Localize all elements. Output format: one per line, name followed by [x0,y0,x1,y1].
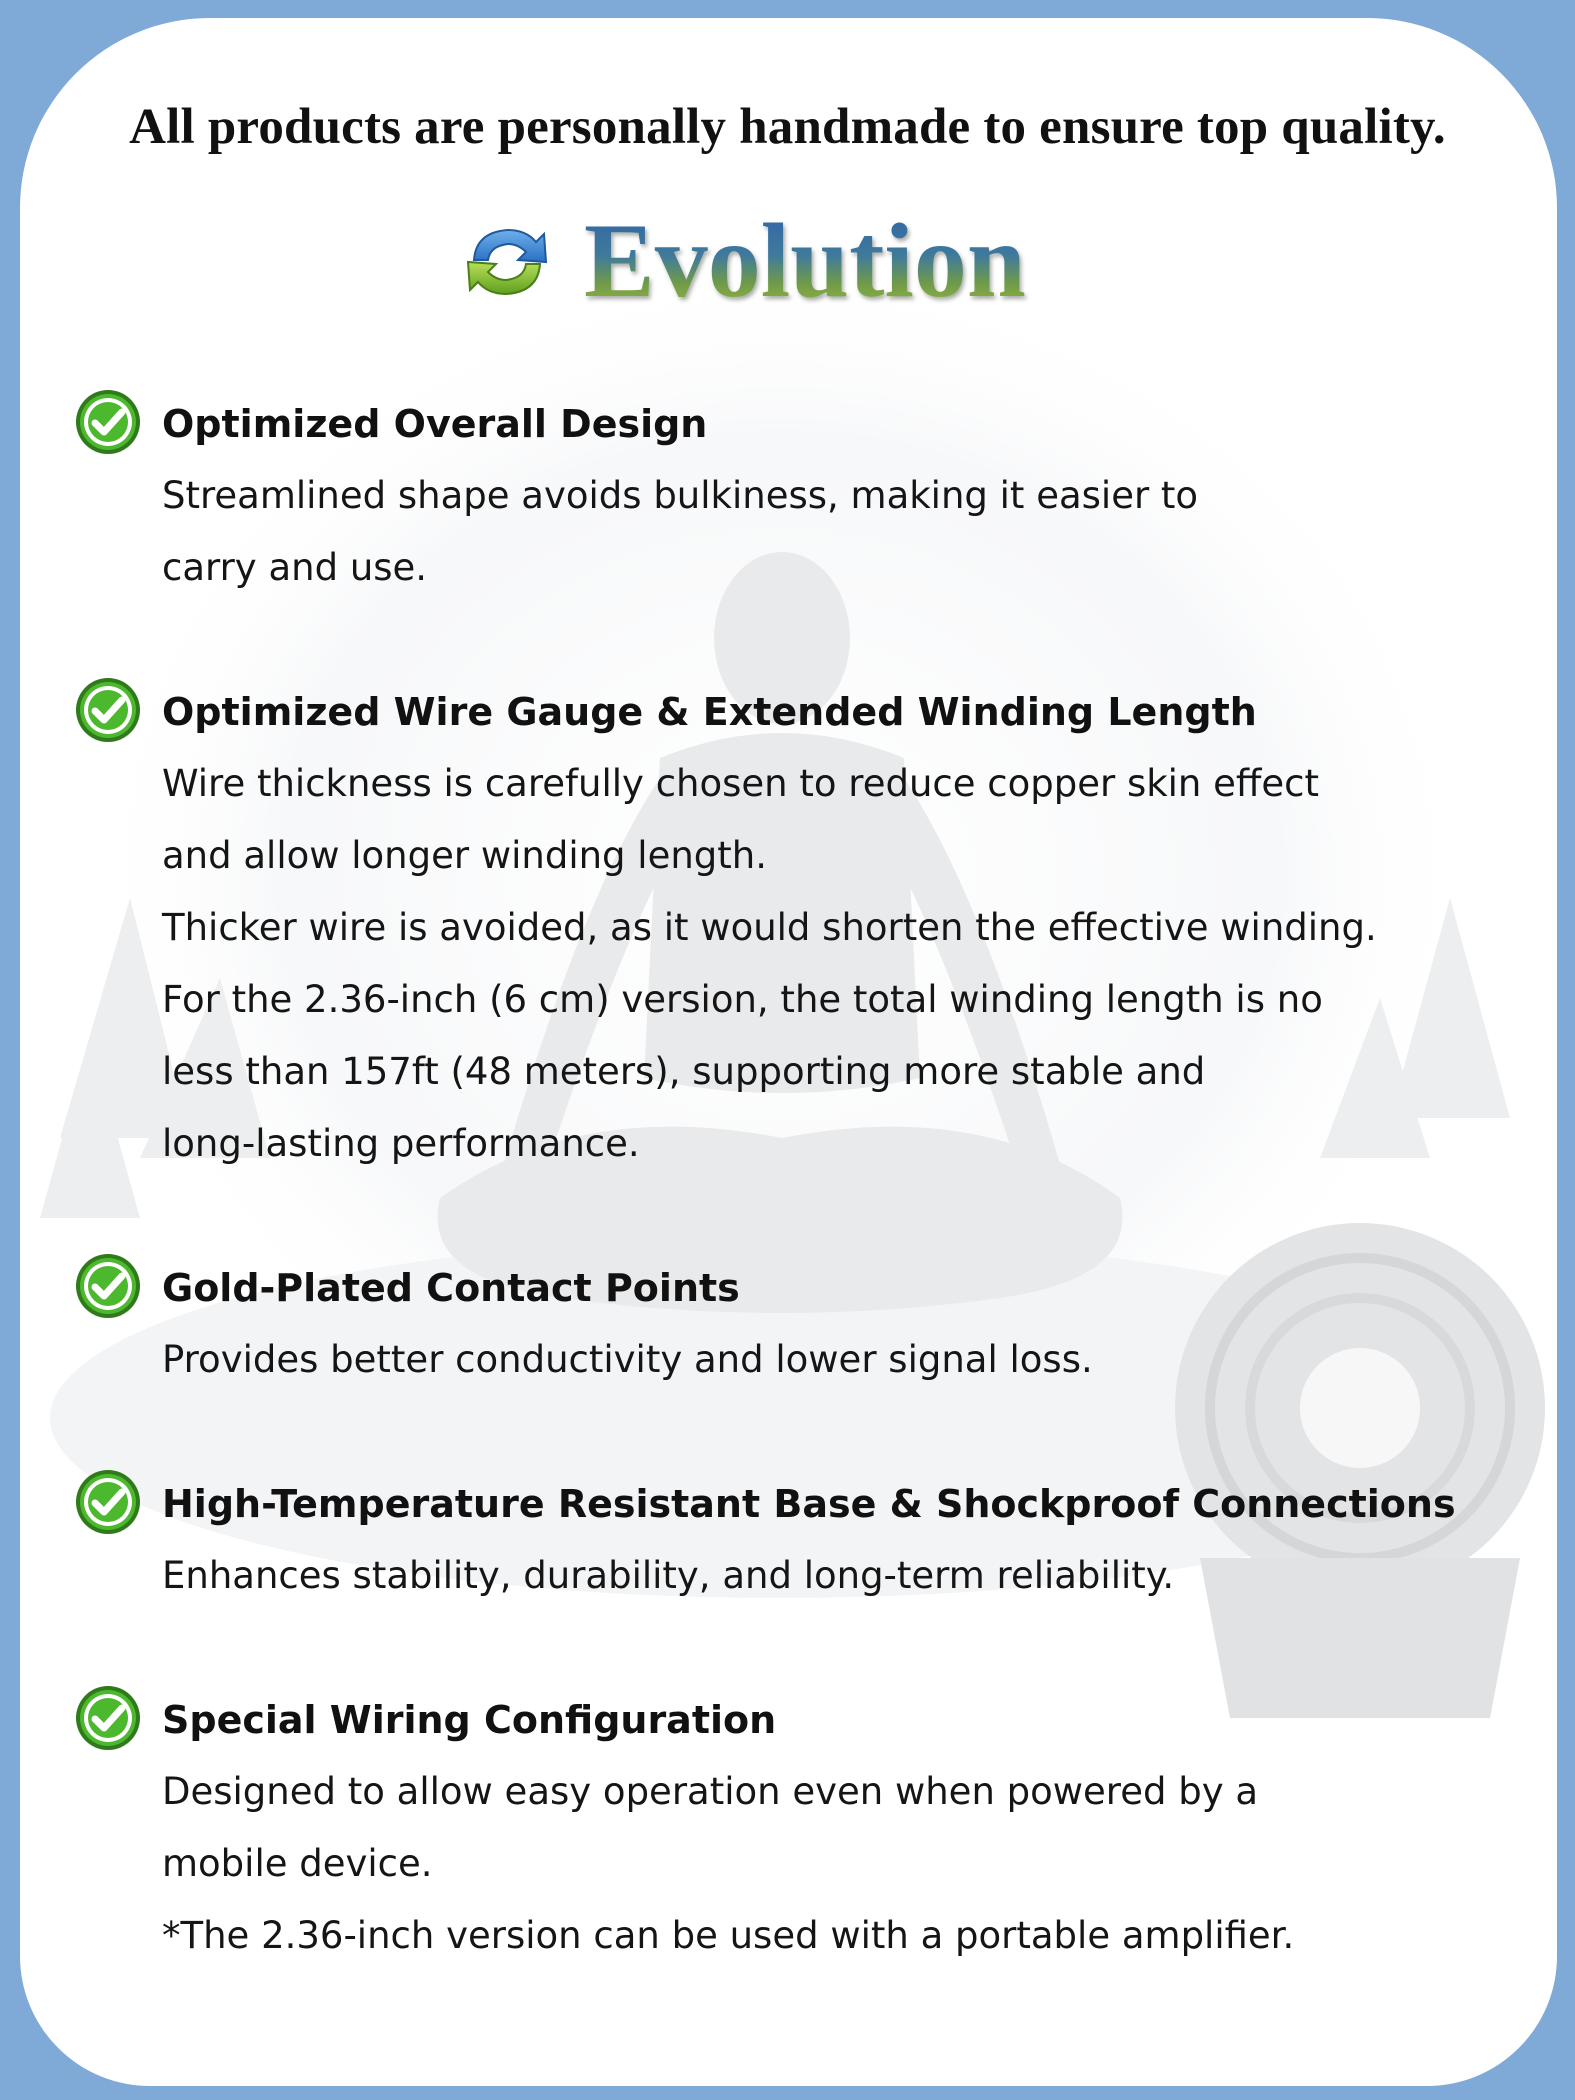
feature-line: Provides better conductivity and lower signal loss. [162,1338,1093,1381]
feature-description [162,1540,1542,1612]
refresh-cycle-icon [462,216,552,306]
feature-title: Optimized Wire Gauge & Extended Winding Length [162,690,1257,734]
feature-description [162,748,1542,1180]
feature-title: Special Wiring Configuration [162,1698,777,1742]
green-check-icon [74,1468,142,1536]
feature-description [162,460,1542,604]
feature-line: less than 157ft (48 meters), supporting more stable and [162,1050,1206,1093]
feature-line: Designed to allow easy operation even when powered by a [162,1770,1259,1813]
feature-title: Gold-Plated Contact Points [162,1266,740,1310]
green-check-icon [74,388,142,456]
feature-description [162,1756,1542,1972]
feature-title: High-Temperature Resistant Base & Shockproof Connections [162,1482,1456,1526]
feature-line: and allow longer winding length. [162,834,768,877]
feature-line: carry and use. [162,546,428,589]
brand-name: Evolution [584,202,1026,319]
feature-line: long-lasting performance. [162,1122,640,1165]
green-check-icon [74,676,142,744]
green-check-icon [74,1252,142,1320]
feature-line: Streamlined shape avoids bulkiness, making it easier to [162,474,1199,517]
feature-line: mobile device. [162,1842,433,1885]
feature-line: Wire thickness is carefully chosen to reduce copper skin effect [162,762,1320,805]
feature-line: *The 2.36-inch version can be used with a portable amplifier. [162,1914,1295,1957]
brand-header [462,202,1026,319]
green-check-icon [74,1684,142,1752]
feature-title: Optimized Overall Design [162,402,708,446]
feature-line: For the 2.36-inch (6 cm) version, the total winding length is no [162,978,1323,1021]
feature-line: Enhances stability, durability, and long-term reliability. [162,1554,1175,1597]
feature-description [162,1324,1542,1396]
tagline: All products are personally handmade to ensure top quality. [129,99,1446,155]
feature-line: Thicker wire is avoided, as it would shorten the effective winding. [162,906,1377,949]
